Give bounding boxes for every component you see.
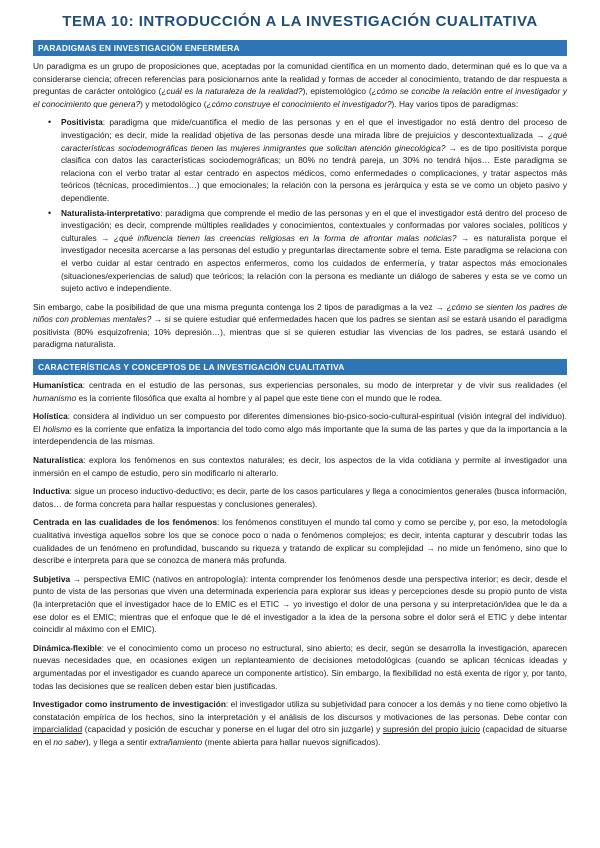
text-run: : considera al individuo un ser compuesto por diferentes dimensiones bio-psico-socio-cultural-espiritual (visión integral del individuo). El: [33, 411, 567, 434]
bold-term: Naturalística: [33, 455, 84, 466]
italic-text: ¿cuál es la naturaleza de la realidad?: [161, 86, 303, 97]
bold-term: Holística: [33, 411, 68, 422]
italic-text: ¿cómo se concibe la relación entre el investigador y el conocimiento que genera?: [33, 86, 568, 109]
bold-term: Naturalista-interpretativo: [61, 207, 161, 218]
paradigm-intro-paragraph: [33, 60, 567, 110]
text-run: : el investigador utiliza su subjetividad para conocer a los demás y no tiene como objetivo la constatación empírica de los hechos, sino la interpretación y el análisis de los discursos y motivaciones de las personas. Debe contar con: [33, 699, 567, 722]
bold-term: Humanística: [33, 380, 83, 391]
italic-text: ¿cómo construye el conocimiento el investigador?: [206, 98, 392, 109]
text-run: : paradigma que mide/cuantifica el medio de las personas y en el que el investigador no está dentro del proceso de investigación; es decir, mide la realidad objetiva de las personas desde una mirada libre de prejuicios y descontextualizada →: [61, 117, 567, 140]
bold-term: Investigador como instrumento de investigación: [33, 699, 226, 710]
text-run: es la corriente filosófica que exalta al hombre y al papel que este tiene con el mundo que le rodea.: [76, 392, 443, 403]
text-run: : los fenómenos constituyen el mundo tal como y como se percibe y, por eso, la metodología cualitativa investiga aquellos sobre los que se conoce poco o nada o fenómenos complejos; es decir, intenta capturar y descubrir todas las cualidades de un fenómeno en profundidad, buscando su riqueza y tratando de explicar su complejidad → no mide un fenómeno, sino que lo describe e interpreta para que se conozca de manera más profunda.: [33, 517, 567, 566]
bullet-positivista: [61, 116, 567, 204]
text-run: → perspectiva EMIC (nativos en antropología): intenta comprender los fenómenos desde una perspectiva interior; es decir, desde el punto de vista de las personas que viven una determinada experiencia para explorar sus ideas y percepciones desde su propio punto de vista (la interpretación que el investigador hace de lo EMIC es el ETIC → yo investigo el dolor de una persona y su interpretación/idea que le da a ese dolor es el EMIC; mientras que el enfoque que le dé el investigador a la idea de la persona sobre el dolor será el ETIC y debe intentar coincidir al máximo con el EMIC).: [33, 573, 567, 635]
bold-term: Subjetiva: [33, 573, 71, 584]
italic-text: extrañamiento: [149, 736, 203, 747]
bold-term: Centrada en las cualidades de los fenómenos: [33, 517, 217, 528]
underlined-term: imparcialidad: [33, 724, 83, 735]
text-run: → es naturalista porque el investigador necesita acercarse a las personas del estudio y preguntarlas directamente sobre el tema. Este paradigma se relaciona con el verbo cuidar al estar centrado en aspectos enfermeros, como los cuidados de enfermería, y tratar aspectos más emocionales (situaciones/experiencias de salud) que teóricos; la relación con la persona es mediante un diálogo de saberes y esta se ve como un sujeto activo e independiente.: [61, 232, 567, 294]
italic-text: ¿qué características sociodemográficas tienen las mujeres inmigrantes que solicitan atención ginecológica?: [61, 129, 567, 153]
text-run: ). Hay varios tipos de paradigmas:: [391, 98, 519, 109]
item-dinamica-flexible: [33, 642, 567, 692]
text-run: es la corriente que enfatiza la importancia del todo como algo más importante que la suma de las partes y que da la importancia a la interdependencia de las mismas.: [33, 423, 567, 447]
italic-text: no saber: [53, 736, 86, 747]
italic-text: holismo: [42, 423, 72, 434]
item-holistica: [33, 410, 567, 448]
item-humanistica: [33, 379, 567, 404]
text-run: → es de tipo positivista porque clasifica con datos las características sociodemográficas; un 80% no tendrá pareja, un 30% no tendrá hijos… Este paradigma se relaciona con el verbo tratar al estar centrado en aspectos médicos, como enfermedades o complicaciones, y tratar aspectos más teóricos (técnicas, procedimientos…) que emocionales; la relación con la persona es jerárquica y esta se ve como un objeto pasivo y dependiente.: [61, 142, 567, 203]
item-naturalistica: [33, 454, 567, 479]
text-run: (capacidad y posición de escuchar y ponerse en el lugar del otro sin juzgarle) y: [82, 724, 383, 735]
italic-text: ¿cómo se sienten los padres de niños con problemas mentales?: [33, 301, 567, 325]
bold-term: Positivista: [61, 117, 103, 128]
item-subjetiva: [33, 573, 567, 636]
italic-text: humanismo: [33, 392, 77, 403]
paradigm-list: [33, 116, 567, 294]
text-run: ) y metodológico (: [140, 98, 207, 109]
bold-term: Inductiva: [33, 486, 70, 497]
text-run: : centrada en el estudio de las personas, sus experiencias personales, su modo de interpretar y de vivir sus realidades (el: [82, 380, 567, 391]
text-run: : ve el conocimiento como un proceso no estructural, sino abierto; es decir, según se desarrolla la investigación, aparecen nuevas necesidades que, en ocasiones exigen un replanteamiento de decisiones metodológicas (cuando se aplican técnicas ideadas y argumentadas por el investigador es cuando aparece un componente artístico). Sin embargo, la flexibilidad no está exenta de rigor y, por tanto, todas las decisiones que se realicen deben estar bien justificadas.: [33, 642, 567, 691]
text-run: Un paradigma es un grupo de proposiciones que, aceptadas por la comunidad científica en un momento dado, determinan qué es lo que va a considerarse ciencia; ofrecen referencias para posicionarnos ante la realidad y formas de acceder al conocimiento, tratando de dar respuesta a preguntas de carácter ontológico (: [33, 61, 567, 97]
text-run: Sin embargo, cabe la posibilidad de que una misma pregunta contenga los 2 tipos de paradigmas a la vez →: [33, 301, 447, 312]
section-header-paradigmas: PARADIGMAS EN INVESTIGACIÓN ENFERMERA: [33, 40, 567, 56]
text-run: (mente abierta para hallar nuevos significados).: [202, 736, 381, 747]
paradigm-closing-paragraph: [33, 301, 567, 351]
text-run: ), y llega a sentir: [85, 736, 150, 747]
text-run: : paradigma que comprende el medio de las personas y en el que el investigador está dentro del proceso de investigación; es decir, comprende múltiples realidades y conocimientos, contextuales y conformadas por valores sociales, políticos y culturales →: [61, 207, 567, 243]
text-run: : explora los fenómenos en sus contextos naturales; es decir, los aspectos de la vida cotidiana y permite al investigador una inmersión en el campo de estudio, pero sin modificarlo ni alterarlo.: [33, 455, 567, 478]
page-title: TEMA 10: INTRODUCCIÓN A LA INVESTIGACIÓN CUALITATIVA: [62, 13, 538, 30]
item-inductiva: [33, 485, 567, 510]
underlined-term: supresión del propio juicio: [382, 724, 480, 735]
text-run: → si se quiere estudiar qué enfermedades hacen que los padres se sientan así se estará usando el paradigma positivista (80% esquizofrenia; 10% depresión…), mientras que si se quieren estudiar las vivencias de los padres, se estará usando el paradigma naturalista.: [33, 314, 568, 350]
section-caracteristicas: [33, 359, 567, 748]
section-paradigmas: [33, 40, 567, 351]
text-run: : sigue un proceso inductivo-deductivo; es decir, parte de los casos particulares y llega a conocimientos generales (busca información, datos… de forma concreta para hallar respuestas y conclusiones generales).: [33, 486, 567, 509]
text-run: (capacidad de situarse en el: [33, 724, 567, 747]
section-header-caracteristicas: CARACTERÍSTICAS Y CONCEPTOS DE LA INVESTIGACIÓN CUALITATIVA: [33, 359, 567, 375]
bold-term: Dinámica-flexible: [33, 642, 102, 653]
text-run: ), epistemológico (: [302, 86, 372, 97]
italic-text: ¿qué influencia tienen las creencias religiosas en la forma de afrontar malas noticias?: [113, 232, 457, 243]
item-cualidades-fenomenos: [33, 516, 567, 566]
bullet-naturalista: [61, 207, 567, 295]
item-investigador-instrumento: [33, 698, 567, 748]
